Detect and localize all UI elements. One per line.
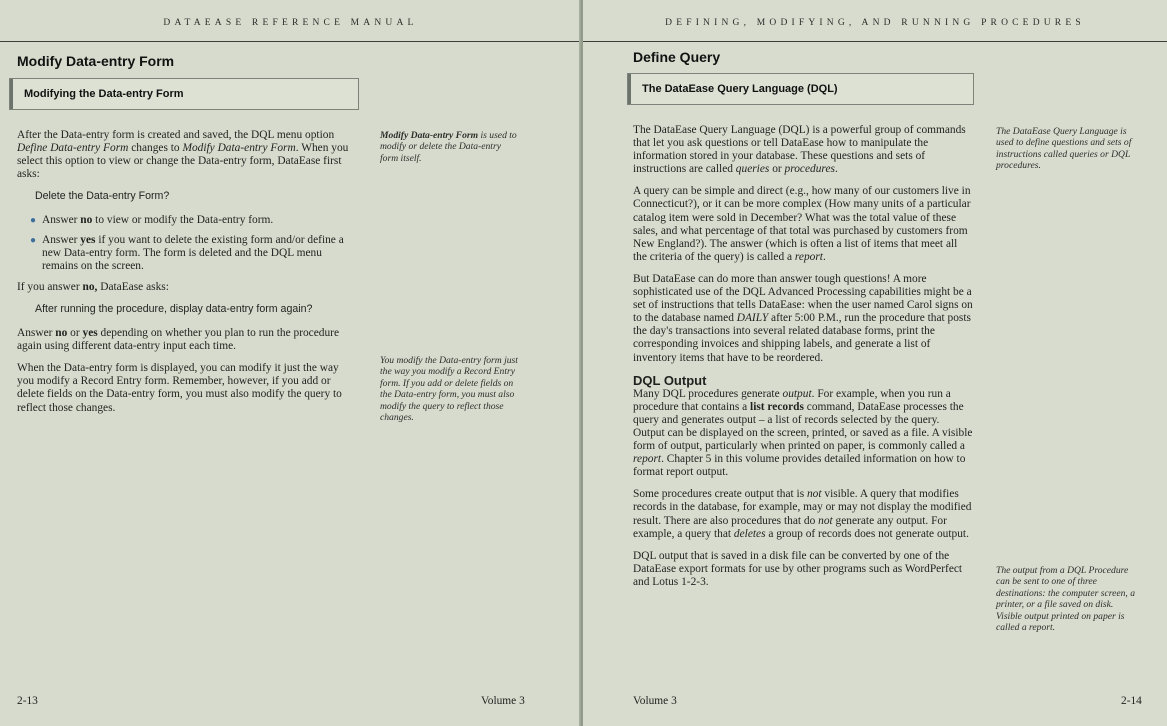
header-rule [583, 41, 1167, 42]
running-head: DATAEASE REFERENCE MANUAL [163, 18, 418, 28]
paragraph: The DataEase Query Language (DQL) is a powerful group of commands that let you ask questions or tell DataEase how to manipulate the information stored in your database. These questions and sets of instructions are called queries or procedures. [633, 124, 966, 176]
main-column [17, 129, 357, 424]
running-head: DEFINING, MODIFYING, AND RUNNING PROCEDURES [665, 18, 1085, 28]
output-heading: DQL Output [633, 372, 707, 388]
page-number: 2-13 [17, 695, 38, 707]
bullet-icon: ● [30, 234, 37, 246]
paragraph: Answer no or yes depending on whether you plan to run the procedure again using different data-entry input each time. [17, 327, 340, 353]
subsection-box [627, 73, 974, 105]
margin-note: The output from a DQL Procedure can be sent to one of three destinations: the computer screen, a printer, or a file saved on disk. Visible output printed on paper is called a report. [996, 565, 1135, 634]
bullet-icon: ● [30, 215, 37, 227]
right-page [583, 0, 1167, 726]
paragraph: DQL output that is saved in a disk file can be converted by one of the DataEase export formats for use by other programs such as WordPerfect and Lotus 1-2-3. [633, 549, 963, 588]
screen-prompt: Delete the Data-entry Form? [35, 190, 170, 203]
section-title: Define Query [633, 49, 721, 65]
box-accent-bar [628, 74, 631, 104]
margin-note: Modify Data-entry Form is used to modify or delete the Data-entry form itself. [380, 130, 517, 164]
left-page [0, 0, 581, 726]
screen-prompt: After running the procedure, display data-entry form again? [35, 302, 313, 315]
paragraph: When the Data-entry form is displayed, you can modify it just the way you modify a Record Entry form. Remember, however, if you add or delete fields on the Data-entry form, you must also modify the query to reflect those changes. [17, 362, 342, 414]
margin-note: The DataEase Query Language is used to define questions and sets of instructions called queries or DQL procedures. [996, 126, 1132, 172]
section-title: Modify Data-entry Form [17, 53, 175, 69]
paragraph: But DataEase can do more than answer tough questions! A more sophisticated use of the DQL Advanced Processing capabilities might be a set of instructions that tells DataEase: when the user named Carol signs on to the database named DAILY after 5:00 P.M., run the procedure that posts the day's transactions into several related database forms, print the corresponding invoices and shipping labels, and generate a list of inventory items that have to be reordered. [633, 272, 973, 364]
paragraph: After the Data-entry form is created and saved, the DQL menu option Define Data-entry Form changes to Modify Data-entry Form. When you select this option to view or change the Data-entry form, DataEase first asks: [17, 129, 349, 181]
volume-label: Volume 3 [633, 695, 677, 707]
list-item: ● Answer no to view or modify the Data-entry form. [30, 214, 274, 227]
margin-note: You modify the Data-entry form just the way you modify a Record Entry form. If you add or delete fields on the Data-entry form, you must also modify the query to reflect those changes. [380, 355, 518, 424]
subsection-title: Modifying the Data-entry Form [24, 88, 184, 100]
page-number: 2-14 [1121, 695, 1142, 707]
paragraph: Some procedures create output that is not visible. A query that modifies records in the database, for example, may or may not display the modified result. There are also procedures that do not generate any output. For example, a query that deletes a group of records does not generate output. [633, 488, 972, 540]
box-accent-bar [10, 79, 13, 109]
subsection-title: The DataEase Query Language (DQL) [642, 83, 838, 95]
header-rule [0, 41, 581, 42]
paragraph: If you answer no, DataEase asks: [17, 280, 169, 293]
bullet-list [17, 214, 357, 272]
paragraph: A query can be simple and direct (e.g., how many of our customers live in Connecticut?), or it can be more complex (How many units of a particular catalog item were sold in December? What was the total value of these sales, and what percentage of that total was purchased by customers from New England?). The answer (which is often a list of items that meet all the criteria of the query) is called a report. [633, 185, 971, 263]
list-item: ● Answer yes if you want to delete the existing form and/or define a new Data-entry form. The form is deleted and the DQL menu remains on the screen. [30, 233, 344, 272]
main-column [633, 124, 973, 598]
subsection-box [9, 78, 359, 110]
paragraph: Many DQL procedures generate output. For example, when you run a procedure that contains a list records command, DataEase processes the query and generates output – a list of records selected by the query. Output can be displayed on the screen, printed, or saved as a file. A visible form of output, particularly when printed on paper, is commonly called a report. Chapter 5 in this volume provides detailed information on how to format report output. [633, 387, 973, 479]
volume-label: Volume 3 [481, 695, 525, 707]
